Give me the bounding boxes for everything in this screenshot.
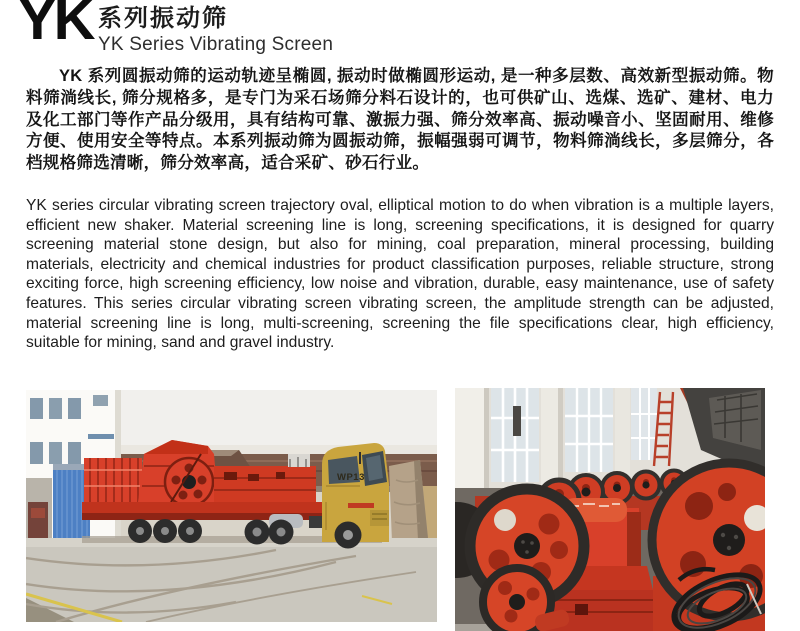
photo-crusher-warehouse xyxy=(455,388,765,631)
intro-paragraph-en: YK series circular vibrating screen trajectory oval, elliptical motion to do when vibration is a multiple layers, efficient new shaker. Material screening line is long, screening specifications, it is designed for quarry screening material stone design, but also for mining, coal preparation, mineral processing, building materials, electricity and chemical industries for product classification purposes, reliable structure, strong exciting force, high screening efficiency, low noise and vibration, durable, easy maintenance, use of safety features. This series circular vibrating screen vibrating screen, the amplitude strength can be adjusted, material screening line is long, multi-screening, screening the file specifications clear, high efficiency, suitable for mining, sand and gravel industry. xyxy=(26,197,774,352)
intro-paragraph-zh: YK 系列圆振动筛的运动轨迹呈椭圆, 振动时做椭圆形运动, 是一种多层数、高效新型振动筛。物料筛淌线长, 筛分规格多，是专门为采石场筛分料石设计的，也可供矿山、选煤、选矿、建材、电力及化工部门等作产品分级用，具有结构可靠、激振力强、筛分效率高、振动噪音小、坚固耐用、维修方便、使用安全等特点。本系列振动筛为圆振动筛，振幅强弱可调节，物料筛淌线长，多层筛分，各档规格筛选清晰，筛分效率高，适合采矿、砂石行业。 xyxy=(26,67,774,173)
warehouse-photo-illustration xyxy=(455,388,765,631)
cab-logo-stripe xyxy=(348,503,374,508)
trailer-deck xyxy=(82,502,334,513)
stake-fence-panel xyxy=(84,458,142,506)
truck-model-marking: WP13 xyxy=(337,472,365,483)
header-titles xyxy=(98,6,333,56)
photo-truck-loading xyxy=(26,390,437,622)
truck-photo-illustration xyxy=(26,390,437,622)
truck-cab xyxy=(322,443,389,549)
page-title-en: YK Series Vibrating Screen xyxy=(98,34,334,56)
page-title-zh: 系列振动筛 xyxy=(98,5,228,32)
wall-bracket xyxy=(513,406,521,436)
parked-machine xyxy=(28,502,48,540)
series-logo: YK xyxy=(18,0,93,52)
